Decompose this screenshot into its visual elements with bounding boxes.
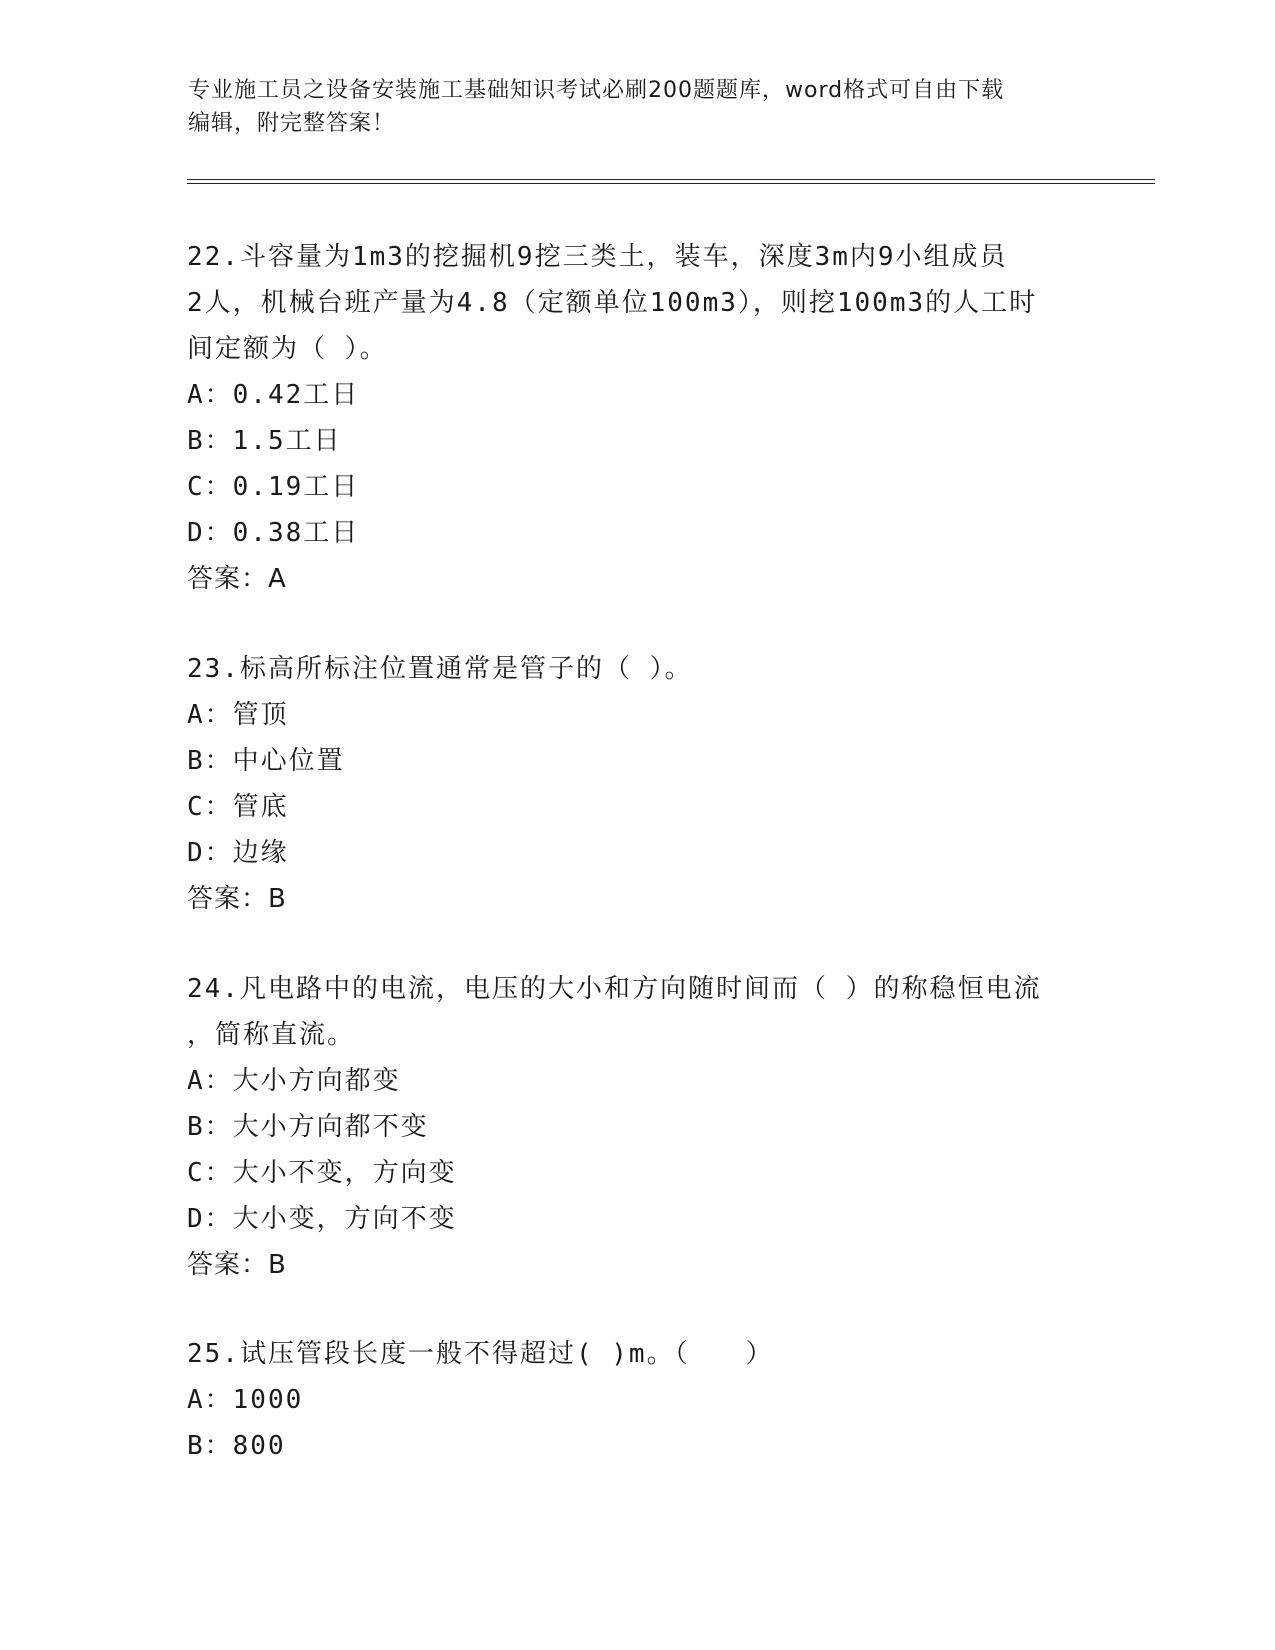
header-title-line-1: 专业施工员之设备安装施工基础知识考试必刷200题题库，word格式可自由下载 [188,78,1005,103]
option-a: A：1000 [187,1385,304,1415]
question-25 [187,1331,1087,1469]
option-c: C：大小不变，方向变 [187,1158,457,1188]
question-text-line: 2人，机械台班产量为4.8（定额单位100m3），则挖100m3的人工时 [187,288,1038,318]
header-double-rule [187,179,1155,184]
answer-line: 答案：A [187,564,287,594]
question-text-line: 23.标高所标注位置通常是管子的（ ）。 [187,654,693,684]
option-d: D：边缘 [187,838,289,868]
page-header [188,74,1068,140]
answer-line: 答案：B [187,1250,287,1280]
question-23 [187,646,1087,922]
option-c: C：管底 [187,792,289,822]
question-text-line: ，简称直流。 [187,1020,356,1050]
question-24 [187,966,1087,1288]
option-a: A：大小方向都变 [187,1066,401,1096]
option-b: B：大小方向都不变 [187,1112,429,1142]
question-22 [187,234,1087,602]
question-text-line: 22.斗容量为1m3的挖掘机9挖三类土，装车，深度3m内9小组成员 [187,242,1008,272]
option-c: C：0.19工日 [187,472,360,502]
option-b: B：中心位置 [187,746,345,776]
answer-line: 答案：B [187,884,287,914]
question-text-line: 24.凡电路中的电流，电压的大小和方向随时间而（ ）的称稳恒电流 [187,974,1042,1004]
option-b: B：800 [187,1431,286,1461]
option-d: D：大小变，方向不变 [187,1204,457,1234]
question-text-line: 间定额为（ ）。 [187,334,388,364]
question-text-line: 25.试压管段长度一般不得超过( )m。（ ） [187,1339,774,1369]
header-title-line-2: 编辑，附完整答案！ [188,111,396,136]
option-d: D：0.38工日 [187,518,360,548]
option-a: A：管顶 [187,700,289,730]
option-a: A：0.42工日 [187,380,360,410]
option-b: B：1.5工日 [187,426,342,456]
